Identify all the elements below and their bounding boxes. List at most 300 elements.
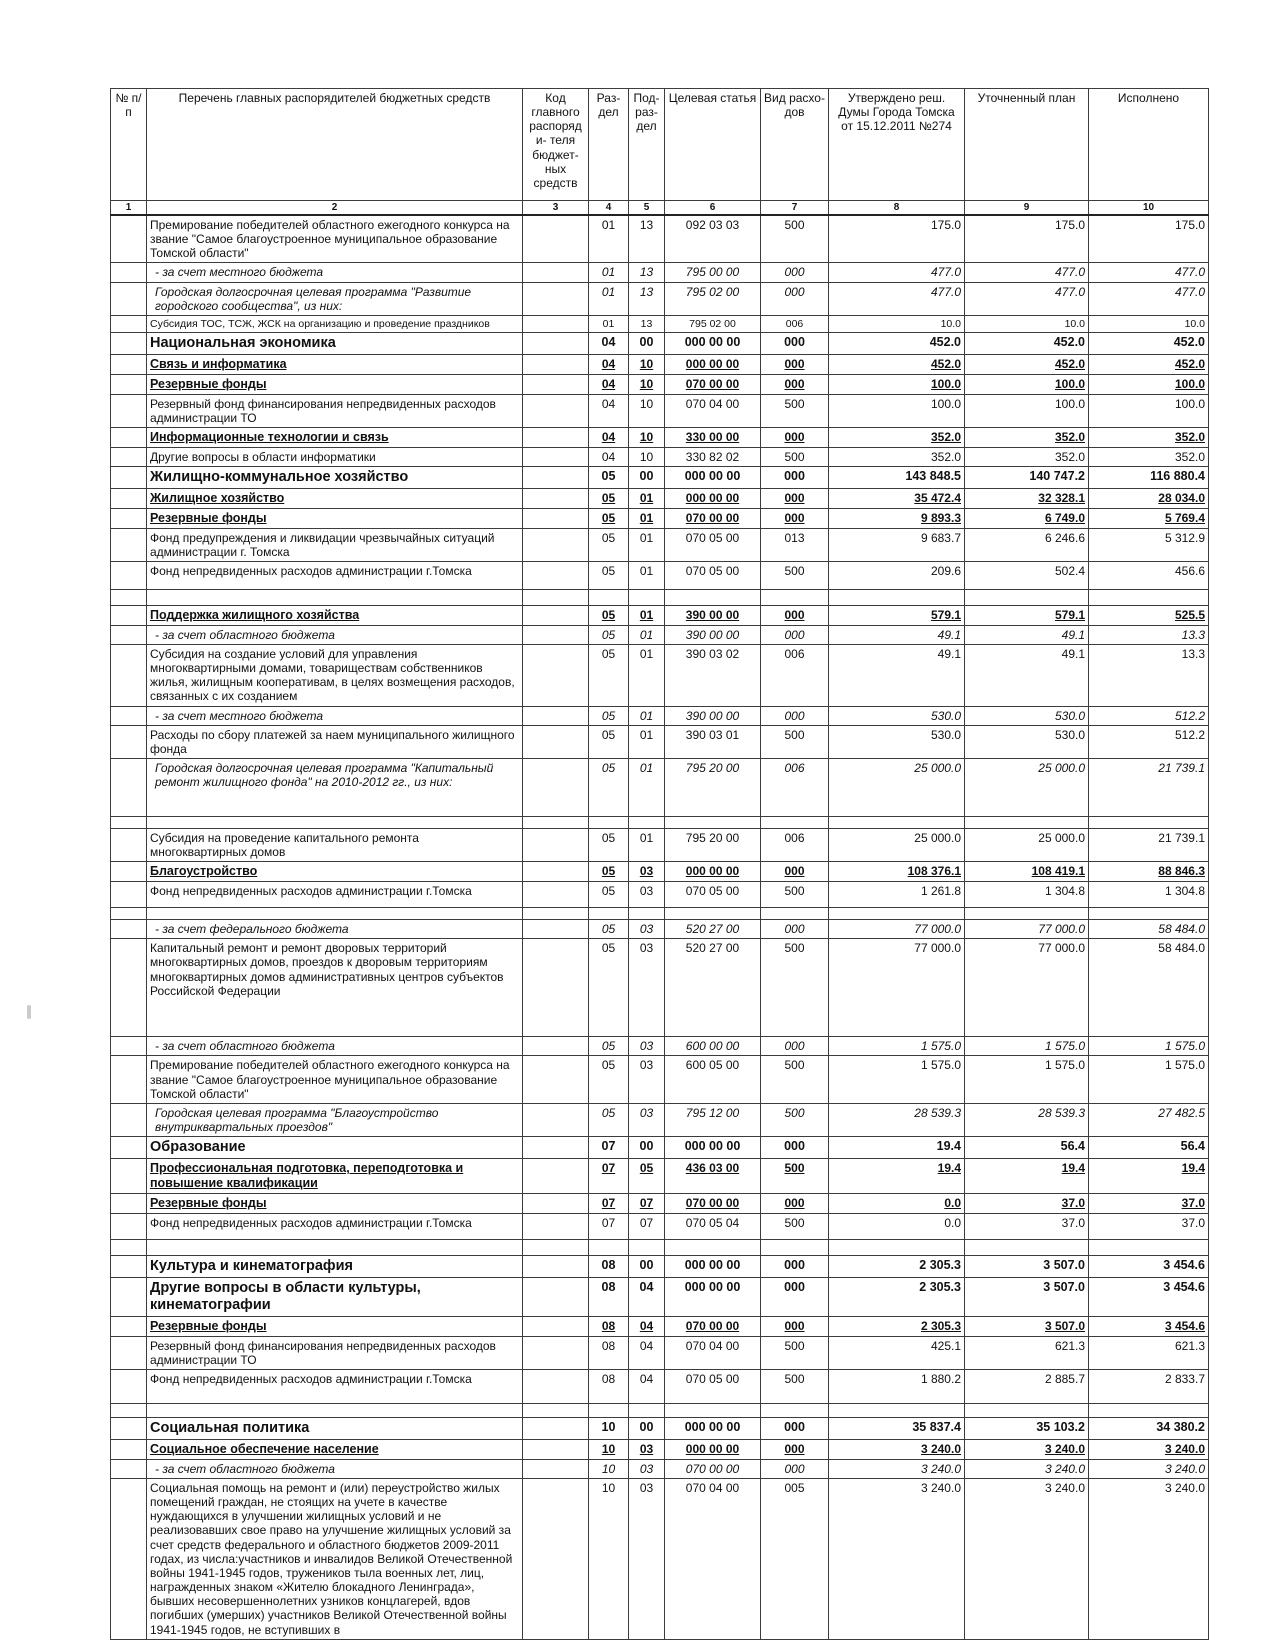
cell-kod — [523, 882, 589, 908]
cell-article: 330 82 02 — [665, 447, 761, 466]
cell-razdel: 08 — [589, 1277, 629, 1316]
cell-name: Профессиональная подготовка, переподготовка и повышение квалификации — [147, 1159, 523, 1194]
cell-kod — [523, 1478, 589, 1639]
cell-approved: 25 000.0 — [829, 759, 965, 817]
cell-podrazdel: 01 — [629, 644, 665, 706]
cell-kod — [523, 829, 589, 862]
cell-podrazdel: 01 — [629, 706, 665, 725]
cell-executed: 28 034.0 — [1089, 489, 1209, 509]
cell-plan: 56.4 — [965, 1137, 1089, 1159]
cell-kod — [523, 1056, 589, 1103]
cell-plan: 35 103.2 — [965, 1417, 1089, 1439]
cell-article: 795 02 00 — [665, 282, 761, 315]
cell-executed: 116 880.4 — [1089, 467, 1209, 489]
cell-kod — [523, 759, 589, 817]
cell-article: 436 03 00 — [665, 1159, 761, 1194]
cell-kod — [523, 1403, 589, 1417]
cell-plan: 452.0 — [965, 355, 1089, 375]
cell-article: 000 00 00 — [665, 467, 761, 489]
cell-executed: 37.0 — [1089, 1213, 1209, 1239]
cell-razdel: 05 — [589, 1056, 629, 1103]
cell-approved: 209.6 — [829, 562, 965, 590]
cell-index — [111, 644, 147, 706]
cell-plan: 477.0 — [965, 282, 1089, 315]
cell-article: 795 02 00 — [665, 315, 761, 332]
cell-index — [111, 1277, 147, 1316]
cell-plan: 100.0 — [965, 375, 1089, 395]
cell-approved: 9 683.7 — [829, 528, 965, 561]
column-number: 4 — [589, 201, 629, 216]
cell-approved: 0.0 — [829, 1213, 965, 1239]
cell-article: 000 00 00 — [665, 1137, 761, 1159]
cell-kod — [523, 394, 589, 427]
cell-executed: 21 739.1 — [1089, 829, 1209, 862]
cell-podrazdel: 01 — [629, 829, 665, 862]
budget-row — [111, 1159, 1209, 1194]
cell-name: - за счет местного бюджета — [147, 263, 523, 282]
spacer-row — [111, 817, 1209, 829]
column-number: 3 — [523, 201, 589, 216]
cell-executed: 1 304.8 — [1089, 882, 1209, 908]
cell-name: Резервные фонды — [147, 509, 523, 529]
cell-index — [111, 1103, 147, 1136]
cell-executed: 3 454.6 — [1089, 1255, 1209, 1277]
col-header-kod: Код главного распоряди- теля бюджет- ных средств — [523, 89, 589, 201]
cell-plan: 530.0 — [965, 706, 1089, 725]
cell-vid: 000 — [761, 375, 829, 395]
cell-name: - за счет областного бюджета — [147, 625, 523, 644]
cell-executed: 37.0 — [1089, 1193, 1209, 1213]
cell-article: 070 05 00 — [665, 1369, 761, 1403]
cell-plan: 37.0 — [965, 1213, 1089, 1239]
spacer-row — [111, 1403, 1209, 1417]
cell-kod — [523, 467, 589, 489]
cell-vid: 013 — [761, 528, 829, 561]
cell-executed: 58 484.0 — [1089, 920, 1209, 939]
header-row — [111, 89, 1209, 201]
cell-podrazdel: 03 — [629, 882, 665, 908]
cell-executed: 2 833.7 — [1089, 1369, 1209, 1403]
cell-podrazdel: 03 — [629, 1056, 665, 1103]
cell-razdel: 05 — [589, 489, 629, 509]
cell-article: 000 00 00 — [665, 1255, 761, 1277]
budget-row — [111, 1316, 1209, 1336]
cell-executed: 19.4 — [1089, 1159, 1209, 1194]
cell-name: Жилищное хозяйство — [147, 489, 523, 509]
cell-executed: 3 454.6 — [1089, 1277, 1209, 1316]
cell-vid: 500 — [761, 1369, 829, 1403]
cell-index — [111, 882, 147, 908]
cell-podrazdel: 00 — [629, 333, 665, 355]
cell-podrazdel: 04 — [629, 1336, 665, 1369]
cell-approved: 35 837.4 — [829, 1417, 965, 1439]
cell-podrazdel: 10 — [629, 428, 665, 448]
cell-razdel: 08 — [589, 1316, 629, 1336]
cell-kod — [523, 562, 589, 590]
cell-name — [147, 1403, 523, 1417]
cell-plan: 175.0 — [965, 215, 1089, 263]
cell-article — [665, 590, 761, 606]
cell-approved: 108 376.1 — [829, 862, 965, 882]
cell-kod — [523, 282, 589, 315]
cell-name: Жилищно-коммунальное хозяйство — [147, 467, 523, 489]
cell-kod — [523, 862, 589, 882]
cell-executed: 477.0 — [1089, 263, 1209, 282]
cell-article: 795 20 00 — [665, 759, 761, 817]
cell-article: 795 20 00 — [665, 829, 761, 862]
cell-index — [111, 282, 147, 315]
cell-vid: 500 — [761, 1056, 829, 1103]
cell-index — [111, 1255, 147, 1277]
cell-kod — [523, 1369, 589, 1403]
cell-name: Фонд предупреждения и ликвидации чрезвычайных ситуаций администрации г. Томска — [147, 528, 523, 561]
cell-vid: 000 — [761, 1193, 829, 1213]
budget-table-wrap — [110, 88, 1209, 1640]
cell-name: Социальная политика — [147, 1417, 523, 1439]
cell-razdel: 01 — [589, 263, 629, 282]
cell-plan: 1 575.0 — [965, 1037, 1089, 1056]
cell-podrazdel: 01 — [629, 725, 665, 758]
cell-kod — [523, 1336, 589, 1369]
cell-index — [111, 1056, 147, 1103]
cell-index — [111, 355, 147, 375]
cell-executed: 175.0 — [1089, 215, 1209, 263]
budget-row — [111, 467, 1209, 489]
cell-name: Резервный фонд финансирования непредвиденных расходов администрации ТО — [147, 1336, 523, 1369]
cell-podrazdel: 01 — [629, 509, 665, 529]
cell-name: - за счет местного бюджета — [147, 706, 523, 725]
cell-kod — [523, 1459, 589, 1478]
cell-razdel: 04 — [589, 333, 629, 355]
budget-row — [111, 644, 1209, 706]
cell-plan — [965, 1239, 1089, 1255]
cell-index — [111, 509, 147, 529]
cell-plan: 6 749.0 — [965, 509, 1089, 529]
cell-razdel: 05 — [589, 829, 629, 862]
cell-executed: 621.3 — [1089, 1336, 1209, 1369]
cell-podrazdel: 10 — [629, 355, 665, 375]
cell-podrazdel: 03 — [629, 939, 665, 1037]
cell-podrazdel: 03 — [629, 1037, 665, 1056]
cell-plan: 25 000.0 — [965, 829, 1089, 862]
cell-podrazdel: 01 — [629, 562, 665, 590]
cell-executed — [1089, 1403, 1209, 1417]
cell-executed — [1089, 817, 1209, 829]
cell-plan — [965, 908, 1089, 920]
cell-approved: 530.0 — [829, 706, 965, 725]
cell-article: 070 00 00 — [665, 1316, 761, 1336]
cell-approved: 1 880.2 — [829, 1369, 965, 1403]
column-number: 1 — [111, 201, 147, 216]
cell-approved: 530.0 — [829, 725, 965, 758]
cell-plan — [965, 1403, 1089, 1417]
cell-article: 070 00 00 — [665, 509, 761, 529]
budget-row — [111, 428, 1209, 448]
cell-article: 070 00 00 — [665, 375, 761, 395]
cell-executed: 100.0 — [1089, 375, 1209, 395]
cell-index — [111, 1369, 147, 1403]
cell-vid — [761, 817, 829, 829]
cell-kod — [523, 939, 589, 1037]
table-body — [111, 215, 1209, 1639]
cell-approved: 1 261.8 — [829, 882, 965, 908]
cell-article: 000 00 00 — [665, 862, 761, 882]
cell-article: 600 00 00 — [665, 1037, 761, 1056]
cell-approved: 143 848.5 — [829, 467, 965, 489]
cell-executed: 525.5 — [1089, 606, 1209, 626]
cell-vid: 000 — [761, 282, 829, 315]
cell-razdel: 05 — [589, 644, 629, 706]
col-header-approved: Утверждено реш. Думы Города Томска от 15.12.2011 №274 — [829, 89, 965, 201]
cell-executed: 3 240.0 — [1089, 1478, 1209, 1639]
cell-plan: 32 328.1 — [965, 489, 1089, 509]
budget-row — [111, 1056, 1209, 1103]
cell-approved — [829, 908, 965, 920]
cell-vid: 000 — [761, 920, 829, 939]
cell-podrazdel: 04 — [629, 1369, 665, 1403]
cell-vid: 500 — [761, 394, 829, 427]
cell-name: Социальная помощь на ремонт и (или) переустройство жилых помещений граждан, не стоящих на учете в качестве нуждающихся в улучшении жилищных условий и не реализовавших свое право на улучшение жилищных условий за счет средств федерального и областного бюджетов 2009-2011 годах, из числа:участников и инвалидов Великой Отечественной войны 1941-1945 годов, тружеников тыла военных лет, лиц, награжденных знаком «Жителю блокадного Ленинграда», бывших несовершеннолетних узников концлагерей, вдов погибших (умерших) участников Великой Отечественной войны 1941-1945 годов, не вступивших в — [147, 1478, 523, 1639]
spacer-row — [111, 590, 1209, 606]
budget-row — [111, 939, 1209, 1037]
cell-podrazdel: 03 — [629, 1440, 665, 1460]
cell-approved: 2 305.3 — [829, 1277, 965, 1316]
column-number: 8 — [829, 201, 965, 216]
cell-approved: 425.1 — [829, 1336, 965, 1369]
cell-razdel: 05 — [589, 509, 629, 529]
cell-plan: 502.4 — [965, 562, 1089, 590]
cell-approved: 19.4 — [829, 1159, 965, 1194]
cell-razdel: 05 — [589, 939, 629, 1037]
cell-article: 070 05 00 — [665, 562, 761, 590]
cell-executed: 13.3 — [1089, 644, 1209, 706]
cell-vid: 000 — [761, 1417, 829, 1439]
cell-article: 070 05 00 — [665, 528, 761, 561]
cell-plan: 621.3 — [965, 1336, 1089, 1369]
cell-razdel: 05 — [589, 1037, 629, 1056]
budget-row — [111, 509, 1209, 529]
budget-row — [111, 1103, 1209, 1136]
cell-razdel: 08 — [589, 1369, 629, 1403]
cell-kod — [523, 1159, 589, 1194]
cell-index — [111, 1403, 147, 1417]
budget-row — [111, 1336, 1209, 1369]
cell-executed: 13.3 — [1089, 625, 1209, 644]
cell-podrazdel: 00 — [629, 467, 665, 489]
cell-index — [111, 1336, 147, 1369]
cell-razdel — [589, 908, 629, 920]
cell-plan: 100.0 — [965, 394, 1089, 427]
cell-vid: 500 — [761, 939, 829, 1037]
cell-vid: 005 — [761, 1478, 829, 1639]
cell-razdel: 05 — [589, 562, 629, 590]
cell-approved: 579.1 — [829, 606, 965, 626]
cell-plan: 352.0 — [965, 428, 1089, 448]
column-numbers-row — [111, 201, 1209, 216]
cell-name: Резервные фонды — [147, 375, 523, 395]
budget-row — [111, 315, 1209, 332]
cell-index — [111, 394, 147, 427]
cell-approved: 477.0 — [829, 263, 965, 282]
cell-executed: 34 380.2 — [1089, 1417, 1209, 1439]
cell-article: 600 05 00 — [665, 1056, 761, 1103]
cell-name — [147, 590, 523, 606]
cell-podrazdel — [629, 1239, 665, 1255]
cell-article: 520 27 00 — [665, 939, 761, 1037]
budget-row — [111, 333, 1209, 355]
cell-executed: 58 484.0 — [1089, 939, 1209, 1037]
cell-index — [111, 1213, 147, 1239]
cell-name: Резервный фонд финансирования непредвиденных расходов администрации ТО — [147, 394, 523, 427]
cell-executed — [1089, 1239, 1209, 1255]
cell-index — [111, 1037, 147, 1056]
cell-plan: 3 240.0 — [965, 1440, 1089, 1460]
cell-executed: 3 240.0 — [1089, 1459, 1209, 1478]
cell-article — [665, 1403, 761, 1417]
cell-name: Городская целевая программа "Благоустройство внутриквартальных проездов" — [147, 1103, 523, 1136]
cell-name — [147, 908, 523, 920]
cell-approved: 352.0 — [829, 428, 965, 448]
cell-approved: 3 240.0 — [829, 1459, 965, 1478]
cell-index — [111, 590, 147, 606]
cell-razdel: 08 — [589, 1336, 629, 1369]
cell-index — [111, 706, 147, 725]
cell-vid — [761, 908, 829, 920]
cell-kod — [523, 263, 589, 282]
cell-index — [111, 908, 147, 920]
cell-index — [111, 759, 147, 817]
cell-index — [111, 862, 147, 882]
cell-kod — [523, 920, 589, 939]
cell-kod — [523, 1037, 589, 1056]
cell-vid: 000 — [761, 1277, 829, 1316]
cell-executed: 512.2 — [1089, 725, 1209, 758]
cell-razdel: 01 — [589, 282, 629, 315]
cell-executed: 88 846.3 — [1089, 862, 1209, 882]
cell-kod — [523, 706, 589, 725]
cell-razdel: 07 — [589, 1213, 629, 1239]
cell-name: - за счет областного бюджета — [147, 1459, 523, 1478]
cell-index — [111, 1159, 147, 1194]
cell-approved: 100.0 — [829, 394, 965, 427]
cell-approved: 3 240.0 — [829, 1440, 965, 1460]
cell-executed: 5 312.9 — [1089, 528, 1209, 561]
budget-row — [111, 920, 1209, 939]
cell-razdel: 07 — [589, 1137, 629, 1159]
cell-vid: 500 — [761, 447, 829, 466]
cell-approved: 352.0 — [829, 447, 965, 466]
cell-kod — [523, 355, 589, 375]
cell-vid: 500 — [761, 215, 829, 263]
col-header-index: № п/п — [111, 89, 147, 201]
cell-name: Городская долгосрочная целевая программа "Развитие городского сообщества", из них: — [147, 282, 523, 315]
budget-row — [111, 1440, 1209, 1460]
cell-razdel: 08 — [589, 1255, 629, 1277]
cell-name: Премирование победителей областного ежегодного конкурса на звание "Самое благоустроенное муниципальное образование Томской области" — [147, 215, 523, 263]
cell-kod — [523, 428, 589, 448]
cell-razdel: 07 — [589, 1159, 629, 1194]
cell-vid: 000 — [761, 625, 829, 644]
cell-index — [111, 817, 147, 829]
cell-vid: 000 — [761, 1137, 829, 1159]
cell-index — [111, 1417, 147, 1439]
cell-approved — [829, 1239, 965, 1255]
col-header-executed: Исполнено — [1089, 89, 1209, 201]
cell-index — [111, 333, 147, 355]
budget-row — [111, 447, 1209, 466]
cell-executed — [1089, 590, 1209, 606]
cell-podrazdel: 01 — [629, 759, 665, 817]
cell-vid: 006 — [761, 759, 829, 817]
cell-executed: 3 240.0 — [1089, 1440, 1209, 1460]
cell-vid: 000 — [761, 1255, 829, 1277]
budget-row — [111, 355, 1209, 375]
cell-executed: 100.0 — [1089, 394, 1209, 427]
cell-podrazdel: 13 — [629, 263, 665, 282]
cell-name — [147, 1239, 523, 1255]
cell-name: Национальная экономика — [147, 333, 523, 355]
budget-row — [111, 263, 1209, 282]
cell-approved: 100.0 — [829, 375, 965, 395]
cell-name: Субсидия на создание условий для управления многоквартирными домами, товариществам собственников жилья, жилищным кооперативам, в целях возмещения расходов, связанных с их созданием — [147, 644, 523, 706]
table-header — [111, 89, 1209, 216]
budget-row — [111, 759, 1209, 817]
cell-executed: 452.0 — [1089, 355, 1209, 375]
cell-plan: 452.0 — [965, 333, 1089, 355]
cell-article: 070 04 00 — [665, 1478, 761, 1639]
cell-executed: 1 575.0 — [1089, 1037, 1209, 1056]
cell-podrazdel — [629, 817, 665, 829]
cell-article: 795 00 00 — [665, 263, 761, 282]
cell-approved: 10.0 — [829, 315, 965, 332]
cell-article: 000 00 00 — [665, 355, 761, 375]
cell-name: Субсидия на проведение капитального ремонта многоквартирных домов — [147, 829, 523, 862]
cell-name — [147, 817, 523, 829]
cell-index — [111, 447, 147, 466]
cell-approved: 1 575.0 — [829, 1037, 965, 1056]
cell-index — [111, 920, 147, 939]
cell-vid: 000 — [761, 489, 829, 509]
cell-razdel — [589, 817, 629, 829]
cell-vid: 000 — [761, 263, 829, 282]
cell-razdel: 01 — [589, 315, 629, 332]
cell-name: Фонд непредвиденных расходов администрации г.Томска — [147, 882, 523, 908]
cell-executed: 10.0 — [1089, 315, 1209, 332]
column-number: 7 — [761, 201, 829, 216]
cell-approved — [829, 590, 965, 606]
cell-index — [111, 1440, 147, 1460]
cell-article: 070 00 00 — [665, 1459, 761, 1478]
cell-vid: 006 — [761, 315, 829, 332]
cell-razdel: 05 — [589, 862, 629, 882]
cell-podrazdel: 07 — [629, 1213, 665, 1239]
cell-razdel: 04 — [589, 394, 629, 427]
cell-index — [111, 829, 147, 862]
cell-vid: 500 — [761, 725, 829, 758]
cell-vid: 006 — [761, 829, 829, 862]
cell-approved: 49.1 — [829, 625, 965, 644]
cell-podrazdel: 01 — [629, 528, 665, 561]
cell-razdel: 05 — [589, 759, 629, 817]
cell-article: 390 00 00 — [665, 606, 761, 626]
cell-index — [111, 562, 147, 590]
cell-plan: 77 000.0 — [965, 939, 1089, 1037]
cell-razdel: 07 — [589, 1193, 629, 1213]
cell-kod — [523, 606, 589, 626]
cell-article: 000 00 00 — [665, 1277, 761, 1316]
budget-row — [111, 1369, 1209, 1403]
cell-podrazdel: 10 — [629, 375, 665, 395]
